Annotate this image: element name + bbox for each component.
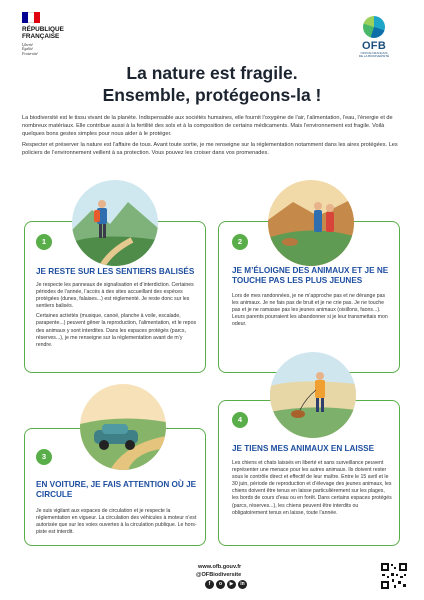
youtube-icon[interactable]: ▶ xyxy=(227,580,236,589)
header xyxy=(0,0,424,60)
republique-francaise-logo xyxy=(22,12,64,56)
car-illustration xyxy=(80,384,166,470)
dog-walker-illustration xyxy=(270,352,356,438)
card-title: JE RESTE SUR LES SENTIERS BALISÉS xyxy=(36,267,195,276)
card-body: Lors de mes randonnées, je ne m’approche pas et ne dérange pas les animaux. Je ne fais pas de bruit et je ne crie pas. Je ne touche pas et je ne ramasse pas les jeunes animaux (oisillons, faons...). Leurs parents pourraient les abandonner si je leur transmettais mon odeur. xyxy=(232,293,388,328)
qr-code-icon xyxy=(380,562,408,590)
ofb-subtitle: OFFICE FRANÇAIS DE LA BIODIVERSITÉ xyxy=(358,51,390,59)
french-flag-icon xyxy=(22,12,40,23)
republic-name: RÉPUBLIQUE FRANÇAISE xyxy=(22,26,64,40)
step-number-badge: 3 xyxy=(36,449,52,465)
intro-paragraph: Respecter et préserver la nature est l’affaire de tous. Avant toute sortie, je me renseigne sur la réglementation notamment dans les aires protégées. Les policiers de l’environnement veillent à sa protection. Vous pouvez les croiser dans vos promenades. xyxy=(22,142,398,156)
republic-motto: Liberté Égalité Fraternité xyxy=(22,43,38,56)
hiker-illustration xyxy=(72,180,158,266)
social-handle[interactable]: @OFBiodiversite xyxy=(196,571,242,578)
footer-links xyxy=(196,564,241,579)
footer xyxy=(0,560,424,600)
instagram-icon[interactable]: o xyxy=(216,580,225,589)
card-body: Je suis vigilant aux espaces de circulation et je respecte la réglementation en vigueur. La circulation des véhicules à moteur n’est autorisée que sur les voies ouvertes à la circulation publique. Le hors-piste est interdit. xyxy=(36,508,197,536)
step-number-badge: 4 xyxy=(232,412,248,428)
card-title: JE M’ÉLOIGNE DES ANIMAUX ET JE NE TOUCHE PAS LES PLUS JEUNES xyxy=(232,266,389,285)
ofb-name: OFB xyxy=(361,40,387,52)
card-body: Les chiens et chats laissés en liberté et sans surveillance peuvent représenter une menace pour les autres animaux. Ils doivent rester sous le contrôle direct et effectif de leur maître. Entre le 15 avril et le 30 juin, période de reproduction et d’élevage des jeunes animaux, les chiens doivent être tenus en laisse particulièrement sur les plages, les bords de cours d’eau ou en forêt. Dans certains espaces protégés (parcs, réserves...), les chiens peuvent être interdits ou obligatoirement tenus en laisse, toute l’année. xyxy=(232,460,392,516)
step-number-badge: 2 xyxy=(232,234,248,250)
facebook-icon[interactable]: f xyxy=(205,580,214,589)
step-number-badge: 1 xyxy=(36,234,52,250)
social-icons xyxy=(205,580,247,589)
linkedin-icon[interactable]: in xyxy=(238,580,247,589)
intro-text xyxy=(22,114,404,157)
hikers-deer-illustration xyxy=(268,180,354,266)
ofb-logo xyxy=(352,16,396,59)
website-link[interactable]: www.ofb.gouv.fr xyxy=(198,564,242,570)
card-title: JE TIENS MES ANIMAUX EN LAISSE xyxy=(232,444,375,453)
card-body: Je respecte les panneaux de signalisation et d’interdiction. Certaines périodes de l’année, l’accès à des sites accueillant des espèces protégées (dunes, falaises...) est réglementé. Je reste donc sur les sentiers balisés. Certaines activités (musique, canoë, planche à voile, escalade, parapente...) peuvent gêner la reproduction, l’alimentation, et le repos des animaux y sont interdites. Dans les espaces protégés (parcs, réserves...), je me renseigne sur la réglementation avant de m’y rendre. xyxy=(36,282,197,348)
ofb-emblem-icon xyxy=(363,16,385,38)
intro-paragraph: La biodiversité est le tissu vivant de la planète. Indispensable aux sociétés humaines, elle fournit l’oxygène de l’air, l’alimentation, l’eau, l’énergie et de nombreux matériaux. Elle contribue aussi à la fertilité des sols et à la composition de certains médicaments. Mais l’environnement est fragile. Voilà quelques bons gestes simples pour nous aider à le protéger. xyxy=(22,115,393,137)
card-title: EN VOITURE, JE FAIS ATTENTION OÙ JE CIRCULE xyxy=(36,480,197,499)
page-title: La nature est fragile. Ensemble, protégeons-la ! xyxy=(102,63,322,105)
